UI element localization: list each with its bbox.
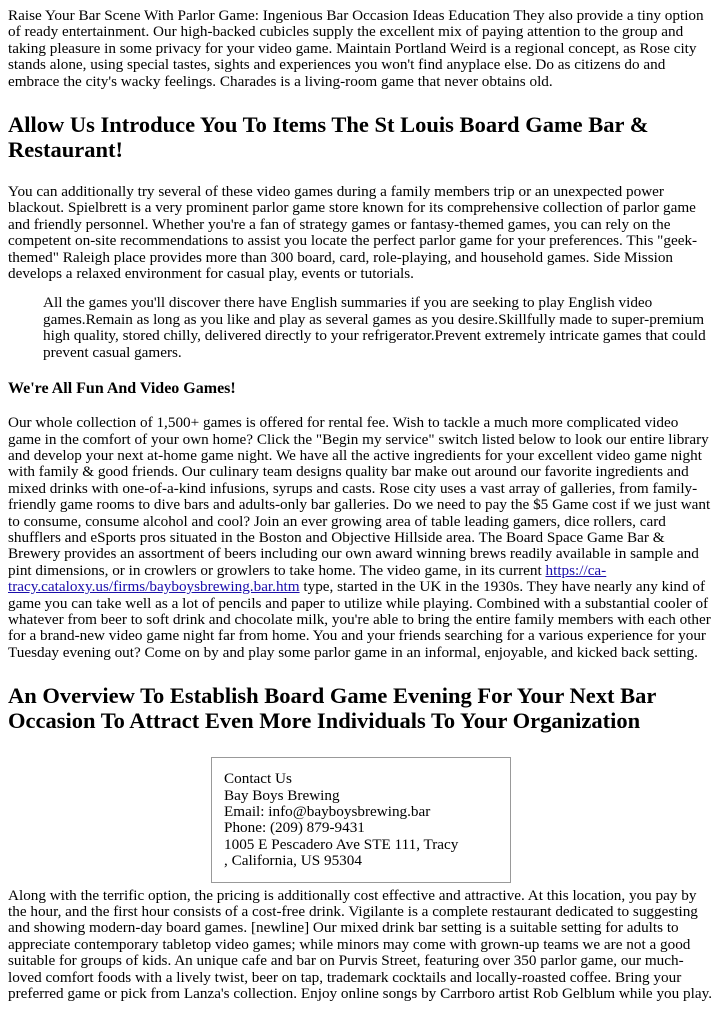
paragraph-collection [8,415,713,661]
paragraph-pricing: Along with the terrific option, the pricing is additionally cost effective and attractive. At this location, you pay by the hour, and the first hour consists of a cost-free drink. Vigilante is a complete restaurant dedicated to suggesting and showing modern-day board games. [newline] Our mixed drink bar setting is a suitable setting for adults to appreciate contemporary tabletop video games; while minors may come with grown-up teams we are not a good suitable for groups of kids. An unique cafe and bar on Purvis Street, featuring over 350 parlor game, our much-loved comfort foods with a lively twist, beer on tap, trademark cocktails and locally-roasted coffee. Bring your preferred game or pick from Lanza's collection. Enjoy online songs by Carrboro artist Rob Gelblum while you play. [8,886,712,1003]
contact-address-region: , California, US 95304 [224,852,362,870]
contact-title: Contact Us [224,770,292,788]
heading-st-louis: Allow Us Introduce You To Items The St Louis Board Game Bar & Restaurant! [8,112,649,163]
paragraph-video-games: You can additionally try several of these video games during a family members trip or an unexpected power blackout. Spielbrett is a very prominent parlor game store known for its comprehensive collection of parlor game and friendly personnel. Whether you're a fan of strategy games or fantasy-themed games, you can rely on the competent on-site recommendations to assist you locate the perfect parlor game for your preferences. This "geek-themed" Raleigh place provides more than 300 board, card, role-playing, and household games. Side Mission develops a relaxed environment for casual play, events or tutorials. [8,183,698,283]
heading-fun-and-games: We're All Fun And Video Games! [8,380,236,398]
contact-email: Email: info@bayboysbrewing.bar [224,803,431,820]
blockquote-english-summaries: All the games you'll discover there have English summaries if you are seeking to play English video games.Remain as long as you like and play as several games as you desire.Skillfully made to super-premium high quality, stored chilly, delivered directly to your refrigerator.Prevent extremely intricate games that could prevent casual gamers. [43,294,706,361]
intro-paragraph: Raise Your Bar Scene With Parlor Game: Ingenious Bar Occasion Ideas Education They also provide a tiny option of ready entertainment. Our high-backed cubicles supply the excellent mix of paying attention to the group and taking pleasure in some privacy for your video game. Maintain Portland Weird is a regional concept, as Rose city stands alone, using special tastes, sights and experiences you won't find anyplace else. Do as citizens do and embrace the city's wacky feelings. Charades is a living-room game that never obtains old. [8,7,704,90]
contact-address-street: 1005 E Pescadero Ave STE 111, Tracy [224,835,459,853]
contact-phone: Phone: (209) 879-9431 [224,819,365,837]
contact-business-name: Bay Boys Brewing [224,786,340,804]
paragraph-collection-text-after: type, started in the UK in the 1930s. They have nearly any kind of game you can take well as a lot of pencils and paper to utilize while playing. Combined with a substantial cooler of whatever from beer to soft drink and chocolate milk, you're able to bring the entire family members with each other for a brand-new video game night far from home. You and your friends searching for a various experience for your Tuesday evening out? Come on by and play some parlor game in an informal, enjoyable, and kicked back setting. [8,578,711,661]
heading-board-game-evening: An Overview To Establish Board Game Evening For Your Next Bar Occasion To Attract Even More Individuals To Your Organization [8,683,656,734]
paragraph-collection-text-before: Our whole collection of 1,500+ games is offered for rental fee. Wish to tackle a much more complicated video game in the comfort of your own home? Click the "Begin my service" switch listed below to look our entire library and develop your next at-home game night. We have all the active ingredients for your excellent video game night with family & good friends. Our culinary team designs quality bar make out around our favorite ingredients and mixed drinks with one-of-a-kind infusions, syrups and casts. Rose city uses a vast array of galleries, from family-friendly game rooms to dive bars and adults-only bar galleries. Do we need to pay the $5 Game cost if we just want to consume, consume alcohol and cool? Join an ever growing area of table leading gamers, dice rollers, card shufflers and eSports pros situated in the Boston and Objective Hillside area. The Board Space Game Bar & Brewery provides an assortment of beers including our own award winning brews readily available in sample and pint dimensions, or in crowlers or growlers to take home. The video game, in its current [8,414,711,579]
contact-box [211,757,511,882]
cataloxy-link[interactable]: https://ca-tracy.cataloxy.us/firms/bayboysbrewing.bar.htm [8,561,607,596]
